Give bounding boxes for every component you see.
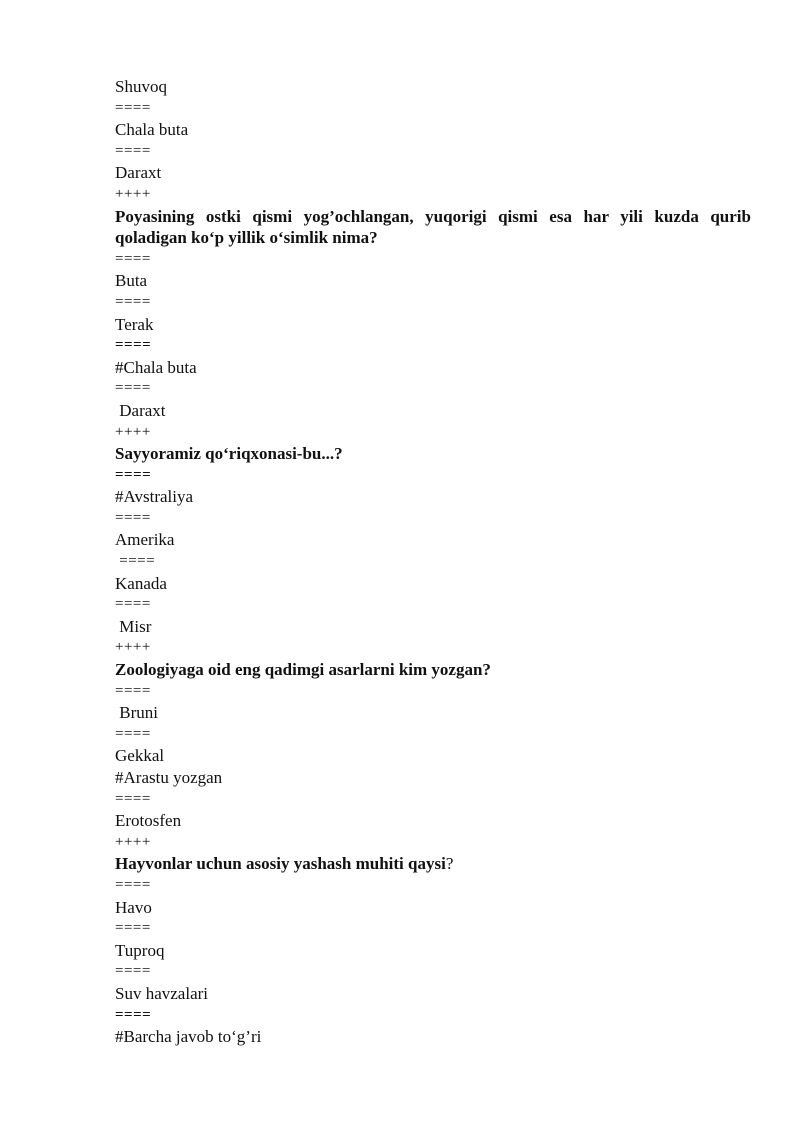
answer-option: Bruni [115,703,158,723]
answer-option: Shuvoq [115,77,167,96]
answer-option: Daraxt [115,163,162,183]
separator: ==== [115,142,151,159]
separator: ==== [115,99,151,116]
question-mark: ? [445,854,454,874]
separator: ==== [115,596,151,613]
separator: ==== [115,790,151,807]
separator: ==== [115,337,152,354]
answer-option: Gekkal [115,746,165,766]
answer-option: Daraxt [115,400,166,420]
separator: ==== [115,509,151,526]
separator: ==== [115,293,151,310]
separator: ==== [115,1006,152,1023]
separator: ==== [115,250,151,267]
separator: ==== [115,380,151,397]
correct-answer-option: #Barcha javob to‘g’ri [115,1027,262,1047]
separator: ==== [115,682,151,699]
correct-answer-option: #Arastu yozgan [115,768,223,787]
question-separator: ++++ [115,639,151,656]
answer-option: Erotosfen [115,811,182,831]
separator: ==== [115,876,151,893]
question-text: Sayyoramiz qo‘riqxonasi-bu...? [115,444,343,464]
question-separator: ++++ [115,423,151,440]
document-page [115,76,751,1048]
answer-option: Misr [115,616,152,636]
answer-option: Buta [115,271,148,291]
answer-option: Suv havzalari [115,983,208,1003]
question-text: Poyasining ostki qismi yog’ochlangan, yuqorigi qismi esa har yili kuzda qurib qoladigan ko‘p yillik o‘simlik nima? [115,206,751,248]
answer-option: Terak [115,314,154,334]
question-text: Zoologiyaga oid eng qadimgi asarlarni kim yozgan? [115,660,491,680]
answer-option: Chala buta [115,120,189,140]
question-text [115,853,751,875]
answer-option: Havo [115,897,152,917]
separator: ==== [115,920,151,937]
separator: ==== [115,466,152,483]
correct-answer-option: #Chala buta [115,357,197,377]
correct-answer-option: #Avstraliya [115,487,194,507]
question-main-text: Hayvonlar uchun asosiy yashash muhiti qaysi [115,854,446,874]
answer-option: Kanada [115,573,167,593]
separator: ==== [115,963,151,980]
question-separator: ++++ [115,185,151,202]
answer-option: Amerika [115,530,175,550]
answer-option: Tuproq [115,940,165,960]
separator: ==== [115,553,156,570]
separator: ==== [115,725,151,742]
question-separator: ++++ [115,833,151,850]
